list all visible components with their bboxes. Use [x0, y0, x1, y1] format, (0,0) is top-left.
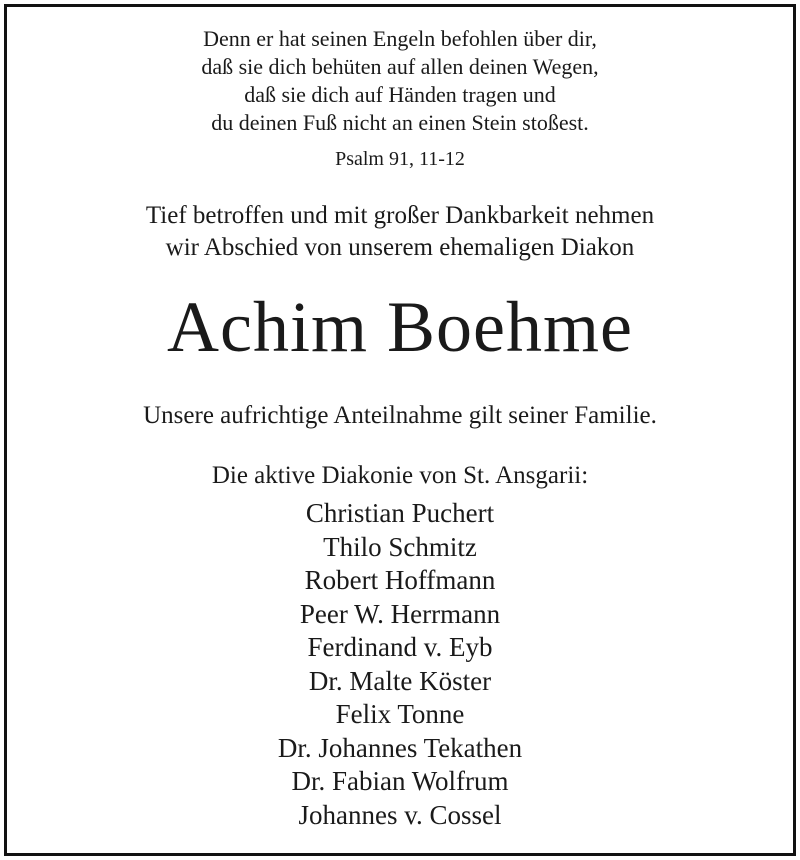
signatory-name: Johannes v. Cossel [298, 799, 502, 830]
signatory-name: Dr. Fabian Wolfrum [291, 766, 509, 796]
intro-line: wir Abschied von unserem ehemaligen Diakon [165, 234, 635, 261]
signatory-name: Thilo Schmitz [323, 531, 477, 562]
signatory-list [0, 497, 800, 832]
signatory-name: Felix Tonne [335, 699, 465, 729]
sympathy-statement: Unsere aufrichtige Anteilnahme gilt seiner Familie. [143, 402, 657, 429]
group-label: Die aktive Diakonie von St. Ansgarii: [211, 462, 589, 489]
signatory-name: Robert Hoffmann [304, 565, 496, 595]
verse-line: du deinen Fuß nicht an einen Stein stoßest. [211, 110, 589, 135]
intro-text [0, 200, 800, 264]
signatory-name: Dr. Johannes Tekathen [277, 732, 523, 763]
signatory-name: Peer W. Herrmann [299, 598, 501, 629]
verse-line: daß sie dich auf Händen tragen und [244, 82, 556, 107]
intro-line: Tief betroffen und mit großer Dankbarkeit nehmen [145, 202, 655, 229]
signatory-name: Christian Puchert [305, 498, 495, 528]
signatory-name: Dr. Malte Köster [308, 665, 492, 696]
deceased-name: Achim Boehme [167, 287, 633, 367]
psalm-verse [0, 25, 800, 137]
verse-line: Denn er hat seinen Engeln befohlen über dir, [203, 26, 597, 51]
signatory-name: Ferdinand v. Eyb [307, 632, 493, 662]
psalm-reference: Psalm 91, 11-12 [335, 148, 465, 170]
verse-line: daß sie dich behüten auf allen deinen Wegen, [201, 54, 599, 79]
